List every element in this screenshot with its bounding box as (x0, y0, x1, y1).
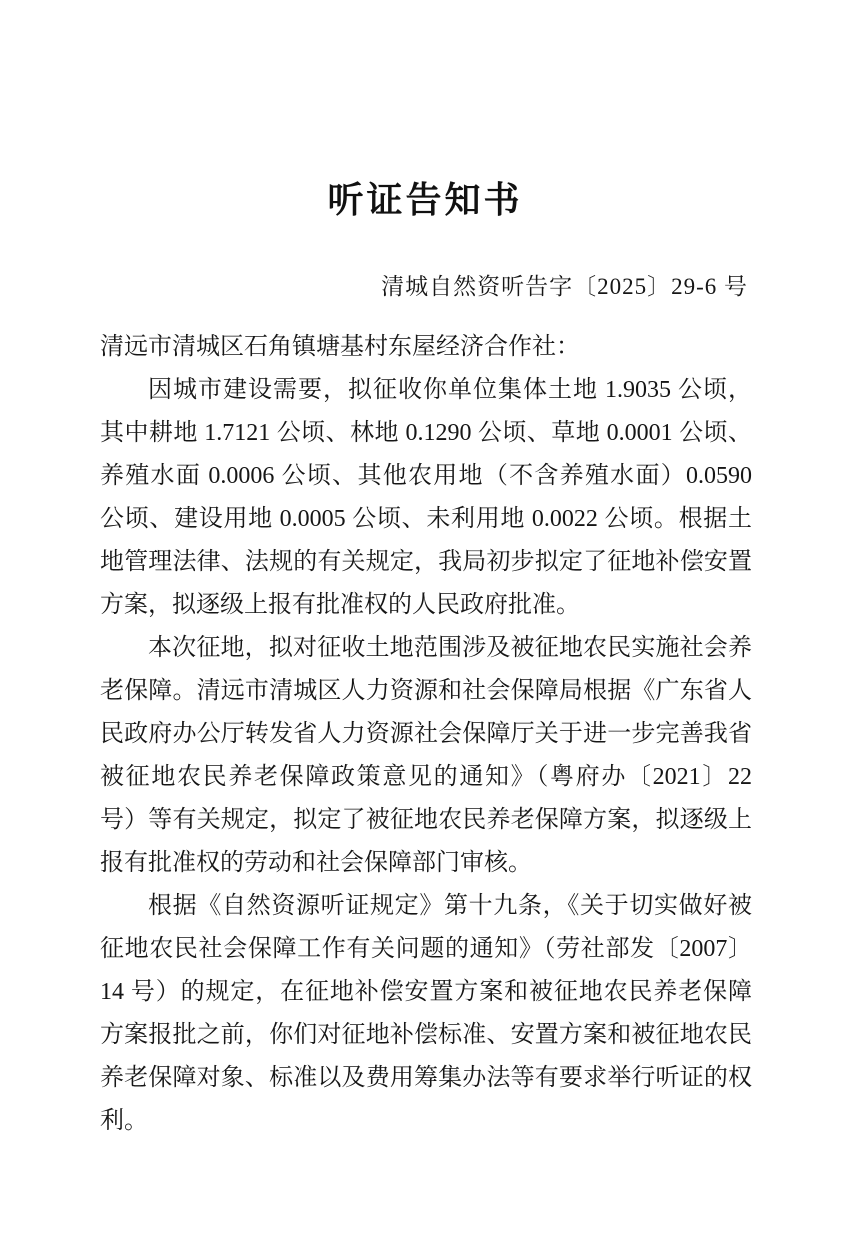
document-number: 清城自然资听告字〔2025〕29-6 号 (381, 274, 748, 299)
paragraph-hearing-rights: 根据《自然资源听证规定》第十九条，《关于切实做好被征地农民社会保障工作有关问题的通知》（劳社部发〔2007〕14 号）的规定，在征地补偿安置方案和被征地农民养老保障方案报批之前，你们对征地补偿标准、安置方案和被征地农民养老保障对象、标准以及费用筹集办法等有要求举行听证的权利。 (100, 893, 752, 1134)
paragraph-pension-scheme: 本次征地，拟对征收土地范围涉及被征地农民实施社会养老保障。清远市清城区人力资源和社会保障局根据《广东省人民政府办公厅转发省人力资源社会保障厅关于进一步完善我省被征地农民养老保障政策意见的通知》（粤府办〔2021〕22 号）等有关规定，拟定了被征地农民养老保障方案，拟逐级上报有批准权的劳动和社会保障部门审核。 (100, 635, 752, 876)
document-title: 听证告知书 (327, 179, 523, 220)
paragraph-land-acquisition: 因城市建设需要，拟征收你单位集体土地 1.9035 公顷，其中耕地 1.7121 公顷、林地 0.1290 公顷、草地 0.0001 公顷、养殖水面 0.0006 公顷、其他农用地（不含养殖水面）0.0590 公顷、建设用地 0.0005 公顷、未利用地 0.0022 公顷。根据土地管理法律、法规的有关规定，我局初步拟定了征地补偿安置方案，拟逐级上报有批准权的人民政府批准。 (100, 377, 752, 618)
recipient-line: 清远市清城区石角镇塘基村东屋经济合作社： (100, 334, 580, 360)
document-body (100, 326, 752, 1143)
